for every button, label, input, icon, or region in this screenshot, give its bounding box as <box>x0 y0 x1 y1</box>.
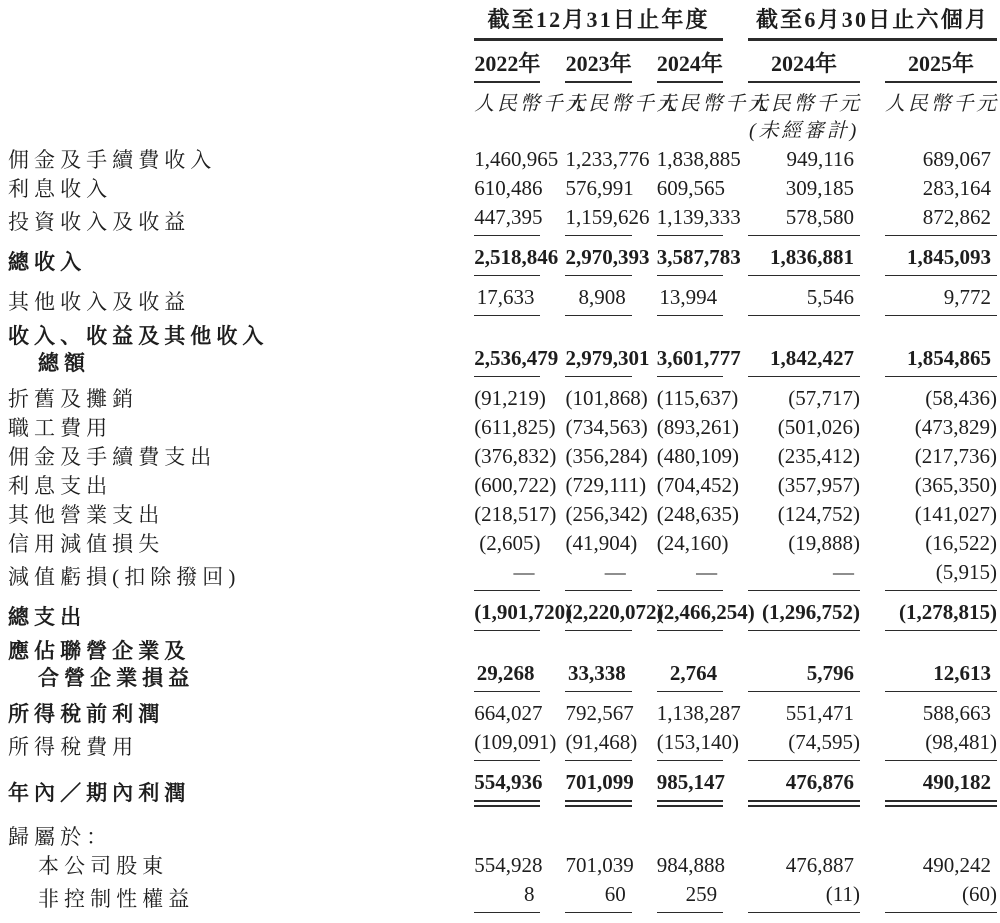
value-cell <box>449 276 540 316</box>
value-text: 490,242 <box>922 853 991 877</box>
value-text: (235,412) <box>777 444 861 468</box>
row-label: 總收入 <box>8 250 87 274</box>
value-cell <box>860 413 997 442</box>
row-label: 減值虧損(扣除撥回) <box>8 565 241 589</box>
table-row <box>8 236 997 276</box>
value-cell <box>860 174 997 203</box>
value-text: (376,832) <box>474 444 557 468</box>
value-text: 701,099 <box>565 770 634 794</box>
value-cell <box>540 377 648 413</box>
table-row <box>8 692 997 728</box>
value-cell <box>860 558 997 591</box>
value-text: 5,796 <box>806 661 855 685</box>
value-cell <box>632 174 723 203</box>
value-text: (357,957) <box>777 473 861 497</box>
table-row <box>8 880 997 913</box>
row-label: 信用減值損失 <box>8 532 165 556</box>
value-cell <box>449 591 573 631</box>
value-cell <box>540 761 634 807</box>
value-text: 12,613 <box>933 661 991 685</box>
value-cell <box>540 276 631 316</box>
value-cell <box>860 807 997 851</box>
table-row <box>8 807 997 851</box>
row-label: 總支出 <box>8 605 87 629</box>
value-cell <box>723 728 860 761</box>
value-cell <box>540 558 631 591</box>
row-label: 應佔聯營企業及 合營企業損益 <box>8 639 195 690</box>
value-text: 3,587,783 <box>656 245 741 269</box>
value-cell <box>449 728 557 761</box>
value-text: 447,395 <box>474 205 543 229</box>
value-text: 8 <box>523 882 535 906</box>
value-text: 309,185 <box>785 176 855 200</box>
value-text: 554,936 <box>474 770 543 794</box>
value-text: 609,565 <box>656 176 725 200</box>
value-text: 949,116 <box>786 147 855 171</box>
table-row <box>8 761 997 807</box>
value-text: (109,091) <box>474 730 557 754</box>
value-cell <box>632 728 739 761</box>
row-label: 其他營業支出 <box>8 503 165 527</box>
value-text: 1,845,093 <box>907 245 991 269</box>
row-label: 利息支出 <box>8 474 113 498</box>
value-text: 1,838,885 <box>656 147 741 171</box>
value-text: 8,908 <box>578 285 626 309</box>
value-text: (2,220,072) <box>565 600 664 624</box>
year-2024-interim-label: 2024年 <box>748 50 860 83</box>
income-statement-table <box>8 6 1000 913</box>
value-text: (16,522) <box>925 531 997 555</box>
value-text: 872,862 <box>922 205 991 229</box>
value-cell <box>723 236 860 276</box>
value-text: (98,481) <box>925 730 997 754</box>
value-text: — <box>513 560 535 584</box>
value-text: (41,904) <box>565 531 638 555</box>
value-text: 1,836,881 <box>770 245 855 269</box>
table-row <box>8 174 997 203</box>
unit-label: 人民幣千元 <box>748 93 863 115</box>
value-text: 2,970,393 <box>565 245 650 269</box>
value-cell <box>723 851 860 880</box>
value-text: — <box>696 560 718 584</box>
value-cell <box>449 558 540 591</box>
period-group-interim-cell <box>723 6 997 41</box>
value-text: 1,854,865 <box>907 346 991 370</box>
table-row <box>8 203 997 236</box>
value-text: 1,138,287 <box>656 701 741 725</box>
table-body <box>8 145 997 913</box>
value-cell <box>540 880 631 913</box>
value-cell <box>540 529 638 558</box>
value-text: 13,994 <box>659 285 718 309</box>
value-text: (58,436) <box>925 386 997 410</box>
value-text: 17,633 <box>476 285 535 309</box>
value-cell <box>449 236 559 276</box>
value-cell <box>723 529 860 558</box>
value-cell <box>723 558 860 591</box>
value-text: (893,261) <box>656 415 739 439</box>
year-2023-label: 2023年 <box>565 50 631 83</box>
table-row <box>8 529 997 558</box>
value-text: (57,717) <box>788 386 861 410</box>
value-cell <box>449 471 557 500</box>
value-text: 1,460,965 <box>474 147 559 171</box>
value-text: 5,546 <box>806 285 855 309</box>
value-text: 2,979,301 <box>565 346 650 370</box>
value-cell <box>632 807 723 851</box>
value-text: 792,567 <box>565 701 634 725</box>
row-label: 年內／期內利潤 <box>8 781 191 805</box>
row-label: 佣金及手續費支出 <box>8 445 217 469</box>
table-row <box>8 851 997 880</box>
value-cell <box>723 442 860 471</box>
value-cell <box>860 591 997 631</box>
row-label: 所得稅前利潤 <box>8 702 165 726</box>
unit-label: 人民幣千元 <box>656 93 771 115</box>
value-text: (101,868) <box>565 386 648 410</box>
value-text: (141,027) <box>914 502 997 526</box>
year-header-row <box>8 41 997 83</box>
value-text: 984,888 <box>656 853 725 877</box>
value-cell <box>723 203 860 236</box>
value-cell <box>449 851 543 880</box>
value-cell <box>632 692 741 728</box>
value-text: 283,164 <box>922 176 991 200</box>
row-label: 歸屬於： <box>8 825 113 849</box>
row-label: 佣金及手續費收入 <box>8 148 217 172</box>
value-text: (1,296,752) <box>762 600 861 624</box>
value-text: (91,468) <box>565 730 638 754</box>
value-cell <box>860 145 997 174</box>
value-cell <box>723 880 860 913</box>
table-row <box>8 276 997 316</box>
year-2025-label: 2025年 <box>885 50 997 83</box>
value-text: — <box>604 560 626 584</box>
value-text: (356,284) <box>565 444 648 468</box>
value-cell <box>449 145 559 174</box>
value-text: (153,140) <box>656 730 739 754</box>
row-label: 本公司股東 <box>38 854 169 878</box>
value-cell <box>860 500 997 529</box>
value-cell <box>860 316 997 377</box>
value-text: 2,518,846 <box>474 245 559 269</box>
value-text: 701,039 <box>565 853 634 877</box>
value-text: (218,517) <box>474 502 557 526</box>
value-cell <box>449 761 543 807</box>
value-cell <box>449 442 557 471</box>
value-text: (1,278,815) <box>899 600 997 624</box>
header-spacer <box>8 6 449 41</box>
table-row <box>8 316 997 377</box>
value-cell <box>723 377 860 413</box>
value-text: (91,219) <box>474 386 546 410</box>
value-text: (473,829) <box>914 415 997 439</box>
unit-header-row <box>8 83 997 145</box>
value-cell <box>449 500 557 529</box>
value-text: 3,601,777 <box>656 346 741 370</box>
value-text: 664,027 <box>474 701 543 725</box>
value-text: (611,825) <box>474 415 556 439</box>
value-cell <box>632 529 729 558</box>
year-2022-label: 2022年 <box>474 50 540 83</box>
value-cell <box>540 203 650 236</box>
value-cell <box>860 761 997 807</box>
value-cell <box>860 276 997 316</box>
unaudited-note: (未經審計) <box>748 120 860 142</box>
value-text: (2,605) <box>479 531 541 555</box>
value-text: 985,147 <box>656 770 725 794</box>
value-cell <box>449 174 543 203</box>
value-text: 551,471 <box>785 701 855 725</box>
group-header-row <box>8 6 997 41</box>
value-text: 29,268 <box>476 661 535 685</box>
value-text: 1,159,626 <box>565 205 650 229</box>
value-text: 1,139,333 <box>656 205 741 229</box>
row-label: 非控制性權益 <box>38 887 195 911</box>
value-cell <box>723 500 860 529</box>
row-label: 投資收入及收益 <box>8 210 191 234</box>
value-cell <box>860 529 997 558</box>
value-text: 1,233,776 <box>565 147 650 171</box>
value-cell <box>723 761 860 807</box>
value-cell <box>723 807 860 851</box>
table-row <box>8 377 997 413</box>
value-cell <box>860 442 997 471</box>
value-cell <box>540 692 634 728</box>
value-cell <box>540 174 634 203</box>
row-label: 其他收入及收益 <box>8 290 191 314</box>
header-spacer <box>8 41 449 83</box>
value-text: (124,752) <box>777 502 861 526</box>
value-text: (600,722) <box>474 473 557 497</box>
value-cell <box>449 316 559 377</box>
table-row <box>8 558 997 591</box>
period-group-interim-label: 截至6月30日止六個月 <box>748 6 997 41</box>
value-text: 578,580 <box>785 205 855 229</box>
value-cell <box>723 174 860 203</box>
value-cell <box>632 761 723 807</box>
value-text: (256,342) <box>565 502 648 526</box>
value-text: (5,915) <box>935 560 997 584</box>
table-row <box>8 413 997 442</box>
value-cell <box>540 807 631 851</box>
table-row <box>8 500 997 529</box>
value-cell <box>860 880 997 913</box>
value-cell <box>632 276 723 316</box>
value-cell <box>860 851 997 880</box>
value-cell <box>449 880 540 913</box>
value-cell <box>449 631 540 692</box>
value-cell <box>723 145 860 174</box>
value-text: (480,109) <box>656 444 739 468</box>
value-text: 610,486 <box>474 176 543 200</box>
value-text: 259 <box>685 882 718 906</box>
value-text: 2,764 <box>669 661 718 685</box>
value-text: 689,067 <box>922 147 991 171</box>
value-cell <box>632 880 723 913</box>
value-cell <box>449 377 546 413</box>
value-text: (60) <box>962 882 997 906</box>
value-text: (19,888) <box>788 531 861 555</box>
table-row <box>8 728 997 761</box>
value-text: (2,466,254) <box>656 600 755 624</box>
unit-label: 人民幣千元 <box>565 93 680 115</box>
table-row <box>8 591 997 631</box>
value-cell <box>632 631 723 692</box>
value-cell <box>449 807 540 851</box>
value-text: 554,928 <box>474 853 543 877</box>
table-row <box>8 471 997 500</box>
value-text: (115,637) <box>656 386 739 410</box>
value-cell <box>860 471 997 500</box>
row-label: 利息收入 <box>8 177 113 201</box>
period-group-annual-cell <box>449 6 723 41</box>
value-cell <box>449 203 543 236</box>
table-row <box>8 145 997 174</box>
value-cell <box>723 692 860 728</box>
period-group-annual-label: 截至12月31日止年度 <box>474 6 723 41</box>
value-text: (501,026) <box>777 415 861 439</box>
value-text: (1,901,720) <box>474 600 573 624</box>
value-text: 33,338 <box>568 661 626 685</box>
row-label: 收入、收益及其他收入 總額 <box>8 324 269 375</box>
value-cell <box>540 631 631 692</box>
value-text: 490,182 <box>922 770 991 794</box>
table-row <box>8 442 997 471</box>
value-text: 2,536,479 <box>474 346 559 370</box>
value-cell <box>632 558 723 591</box>
value-text: 476,887 <box>785 853 855 877</box>
row-label: 職工費用 <box>8 416 113 440</box>
row-label: 所得稅費用 <box>8 735 139 759</box>
value-text: 60 <box>604 882 626 906</box>
value-cell <box>860 377 997 413</box>
value-cell <box>540 851 634 880</box>
value-text: (734,563) <box>565 415 648 439</box>
value-cell <box>449 692 543 728</box>
value-text: 588,663 <box>922 701 991 725</box>
value-cell <box>723 276 860 316</box>
value-cell <box>723 316 860 377</box>
value-text: (704,452) <box>656 473 739 497</box>
value-cell <box>449 529 540 558</box>
unit-label: 人民幣千元 <box>885 93 1000 115</box>
value-cell <box>723 471 860 500</box>
value-text: (248,635) <box>656 502 739 526</box>
table-header <box>8 6 1000 145</box>
value-text: 476,876 <box>785 770 855 794</box>
value-text: (217,736) <box>914 444 997 468</box>
value-text: (729,111) <box>565 473 647 497</box>
header-spacer <box>8 83 449 145</box>
value-cell <box>860 236 997 276</box>
value-text: (11) <box>825 882 861 906</box>
value-cell <box>632 851 723 880</box>
value-text: — <box>833 560 855 584</box>
value-cell <box>860 203 997 236</box>
unit-label: 人民幣千元 <box>474 93 589 115</box>
value-text: (24,160) <box>656 531 729 555</box>
value-cell <box>723 413 860 442</box>
value-text: (365,350) <box>914 473 997 497</box>
value-text: 9,772 <box>943 285 991 309</box>
value-text: 1,842,427 <box>770 346 855 370</box>
value-cell <box>723 631 860 692</box>
value-cell <box>860 631 997 692</box>
value-cell <box>449 413 556 442</box>
value-text: 576,991 <box>565 176 634 200</box>
table-row <box>8 631 997 692</box>
value-text: (74,595) <box>788 730 861 754</box>
value-cell <box>860 692 997 728</box>
value-cell <box>860 728 997 761</box>
year-2024-label: 2024年 <box>657 50 723 83</box>
row-label: 折舊及攤銷 <box>8 387 139 411</box>
